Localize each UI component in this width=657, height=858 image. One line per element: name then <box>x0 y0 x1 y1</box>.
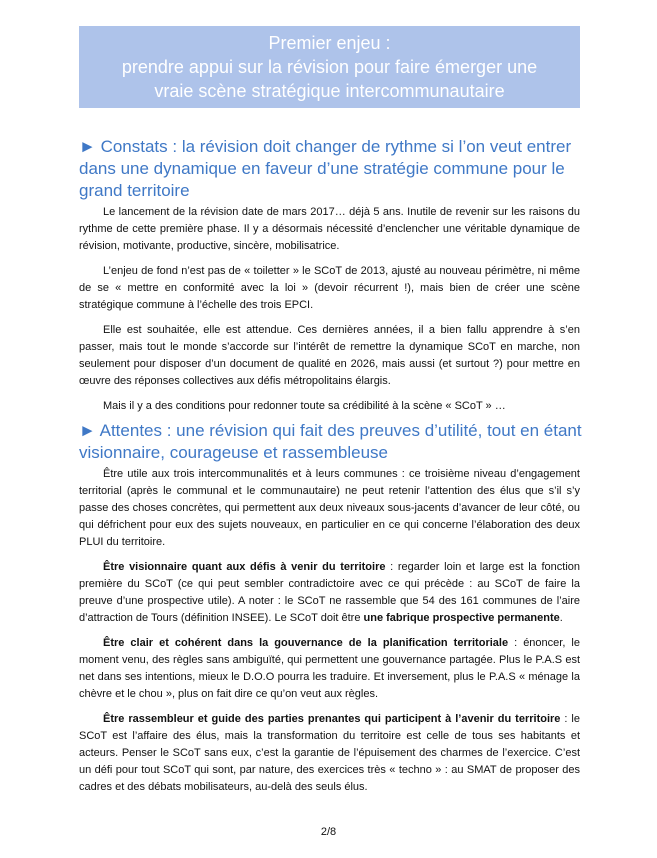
paragraph: Mais il y a des conditions pour redonner toute sa crédibilité à la scène « SCoT » … <box>103 400 506 412</box>
paragraph <box>79 559 580 627</box>
section-constats-body <box>79 204 580 423</box>
paragraph-text: . <box>559 612 563 624</box>
triangle-right-icon: ► <box>79 421 96 440</box>
section-constats-title: Constats : la révision doit changer de rythme si l’on veut entrer dans une dynamique en faveur d’une stratégie commune pour le grand territoire <box>79 137 572 200</box>
page-number: 2/8 <box>320 826 337 838</box>
banner-line-2: prendre appui sur la révision pour faire émerger une <box>121 57 538 77</box>
banner-line-1: Premier enjeu : <box>268 33 391 53</box>
paragraph <box>79 711 580 796</box>
section-attentes-title: Attentes : une révision qui fait des preuves d’utilité, tout en étant visionnaire, courageuse et rassembleuse <box>79 421 582 462</box>
triangle-right-icon: ► <box>79 137 96 156</box>
paragraph-text: : énoncer, le moment venu, des règles sans ambiguïté, qui permettent une gouvernance partagée. Plus le P.A.S est net dans ses intentions, mieux le D.O.O pourra les traduire. Et inversement, plus le P.A.S « ménage la chèvre et le chou », plus on fait dire ce qu’on veut aux règles. <box>79 637 580 700</box>
paragraph: L’enjeu de fond n’est pas de « toiletter » le SCoT de 2013, ajusté au nouveau périmètre, ni même de se « mettre en conformité avec la loi » (devoir récurrent !), mais bien de créer une scène stratégique commune à l’échelle des trois EPCI. <box>79 265 580 311</box>
bold-text: Être rassembleur et guide des parties prenantes qui participent à l’avenir du territoire <box>103 713 561 725</box>
bold-text: Être clair et cohérent dans la gouvernance de la planification territoriale <box>103 637 509 649</box>
title-banner <box>79 26 580 108</box>
paragraph: Être utile aux trois intercommunalités et à leurs communes : ce troisième niveau d’engagement territorial (après le communal et le communautaire) ne peut retenir l’attention des élus que s’il s’y passe des choses concrètes, qui permettent aux deux niveaux sous-jacents d’avancer de leur côté, ou qui défrichent pour eux des sujets nouveaux, en particulier en ce qui concerne l’élaboration des deux PLUI du territoire. <box>79 468 580 548</box>
section-attentes-body <box>79 466 580 804</box>
paragraph: Le lancement de la révision date de mars 2017… déjà 5 ans. Inutile de revenir sur les raisons du rythme de cette première phase. Il y a désormais nécessité d’enclencher une véritable dynamique de révision, motivante, productive, sincère, mobilisatrice. <box>79 206 580 252</box>
banner-line-3: vraie scène stratégique intercommunautaire <box>154 81 505 101</box>
bold-text: une fabrique prospective permanente <box>363 612 560 624</box>
bold-text: Être visionnaire quant aux défis à venir du territoire <box>103 561 386 573</box>
paragraph <box>79 635 580 703</box>
paragraph-text: : le SCoT est l’affaire des élus, mais la transformation du territoire est celle de tous ses habitants et acteurs. Penser le SCoT sans eux, c’est la garantie de l’épuisement des charmes de l’exercice. C’est un défi pour tout SCoT qui sont, par nature, des exercices très « techno » : au SMAT de proposer des cadres et des débats mobilisateurs, au-delà des seuls élus. <box>79 713 580 793</box>
paragraph: Elle est souhaitée, elle est attendue. Ces dernières années, il a bien fallu apprendre à s’en passer, mais tout le monde s’accorde sur l’intérêt de remettre la dynamique SCoT en marche, non seulement pour disposer d’un document de qualité en 2026, mais aussi (et surtout ?) pour mettre en œuvre des réponses collectives aux défis métropolitains élargis. <box>79 324 580 387</box>
section-attentes-heading <box>79 420 589 464</box>
section-constats-heading <box>79 136 589 202</box>
paragraph-text: : regarder loin et large est la fonction première du SCoT (ce qui peut sembler contradictoire avec ce qui précède : au SCoT de faire la preuve d’une prospective utile). A noter : le SCoT ne rassemble que 54 des 161 communes de l’aire d’attraction de Tours (définition INSEE). Le SCoT doit être <box>79 561 580 624</box>
